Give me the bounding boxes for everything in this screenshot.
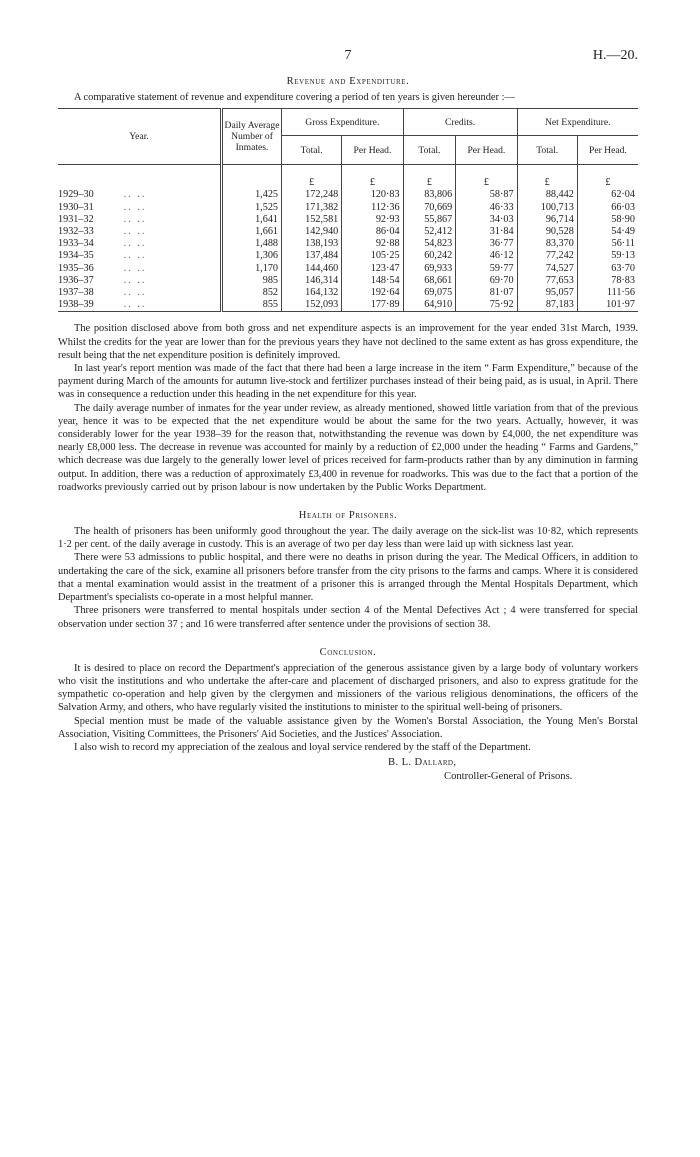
cell-net-perhead: 78·83: [577, 275, 638, 287]
health-heading: Health of Prisoners.: [298, 510, 398, 522]
cell-inmates: 985: [222, 275, 282, 287]
cell-gross-total: 152,093: [282, 299, 342, 312]
cell-net-total: 96,714: [517, 214, 577, 226]
signature-title: Controller-General of Prisons.: [444, 771, 573, 783]
cell-gross-total: 144,460: [282, 263, 342, 275]
revenue-table: [58, 108, 638, 312]
cell-net-total: 95,057: [517, 287, 577, 299]
cell-credits-perhead: 46·12: [456, 250, 517, 262]
health-paragraph: There were 53 admissions to public hospital, and there were no deaths in prison during the year. The Medical Officers, in addition to undertaking the care of the sick, examine all prisoners before transfer from the city prisons to the farms and camps. Where it is considered that a mental examination would assist in the treatment of a prisoner this is arranged through the Mental Hospitals Department, which Department's specialists co-operate in a most helpful manner.: [58, 552, 638, 604]
cell-net-perhead: 66·03: [577, 202, 638, 214]
cell-credits-perhead: 81·07: [456, 287, 517, 299]
leader-dots: .. ..: [123, 201, 147, 213]
year-label: 1931–32: [58, 213, 94, 225]
health-paragraph: The health of prisoners has been uniformly good throughout the year. The daily average on the sick-list was 10·82, which represents 1·2 per cent. of the daily average in custody. This is an average of two per day less than were laid up with sickness last year.: [58, 526, 638, 551]
cell-net-perhead: 63·70: [577, 263, 638, 275]
cell-credits-total: 69,933: [403, 263, 456, 275]
cell-credits-total: 68,661: [403, 275, 456, 287]
col-credits-group: Credits.: [403, 109, 517, 136]
cell-credits-perhead: 59·77: [456, 263, 517, 275]
col-net-total: Total.: [517, 136, 577, 165]
cell-inmates: 1,170: [222, 263, 282, 275]
cell-year: [58, 299, 222, 312]
table-row: [58, 189, 638, 201]
table-row: [58, 287, 638, 299]
leader-dots: .. ..: [123, 189, 147, 201]
col-inmates: Daily Average Number of Inmates.: [222, 109, 282, 165]
table-row: [58, 214, 638, 226]
cell-inmates: 1,488: [222, 238, 282, 250]
table-row: [58, 275, 638, 287]
cell-inmates: 1,661: [222, 226, 282, 238]
cell-year: [58, 214, 222, 226]
cell-year: [58, 275, 222, 287]
cell-credits-total: 70,669: [403, 202, 456, 214]
revenue-table-body: [58, 165, 638, 312]
currency-symbol: £: [403, 165, 456, 190]
cell-inmates: 1,525: [222, 202, 282, 214]
year-label: 1934–35: [58, 250, 94, 262]
cell-year: [58, 202, 222, 214]
conclusion-section: [58, 662, 638, 754]
cell-net-perhead: 62·04: [577, 189, 638, 201]
cell-inmates: 1,641: [222, 214, 282, 226]
cell-credits-perhead: 34·03: [456, 214, 517, 226]
cell-gross-perhead: 92·88: [342, 238, 403, 250]
cell-gross-perhead: 123·47: [342, 263, 403, 275]
cell-net-perhead: 54·49: [577, 226, 638, 238]
cell-credits-total: 60,242: [403, 250, 456, 262]
col-year: Year.: [58, 109, 222, 165]
cell-year: [58, 250, 222, 262]
signature-name: B. L. Dallard,: [388, 757, 457, 769]
cell-gross-perhead: 148·54: [342, 275, 403, 287]
document-reference: H.—20.: [592, 48, 638, 63]
cell-net-total: 77,242: [517, 250, 577, 262]
signature-block: [58, 756, 638, 784]
cell-year: [58, 226, 222, 238]
cell-net-perhead: 59·13: [577, 250, 638, 262]
revenue-discussion: [58, 322, 638, 494]
currency-symbol: £: [342, 165, 403, 190]
cell-gross-total: 146,314: [282, 275, 342, 287]
col-gross-perhead: Per Head.: [342, 136, 403, 165]
cell-gross-perhead: 105·25: [342, 250, 403, 262]
cell-net-total: 74,527: [517, 263, 577, 275]
cell-year: [58, 189, 222, 201]
page-number: 7: [344, 48, 352, 63]
leader-dots: .. ..: [123, 274, 147, 286]
cell-gross-total: 164,132: [282, 287, 342, 299]
cell-gross-perhead: 192·64: [342, 287, 403, 299]
conclusion-paragraph: It is desired to place on record the Department's appreciation of the generous assistance given by a large body of voluntary workers who visit the institutions and who undertake the after-care and placement of discharged prisoners, and also to express gratitude for the sympathetic co-operation and help given by the clergymen and missioners of the various religious denominations, the officers of the Salvation Army, and others, who have regularly visited the institutions to minister to the spiritual well-being of prisoners.: [58, 662, 638, 714]
cell-gross-perhead: 86·04: [342, 226, 403, 238]
revenue-paragraph: The position disclosed above from both gross and net expenditure aspects is an improvement for the year ended 31st March, 1939. Whilst the credits for the year are lower than for the previous years they have not declined to the same extent as has gross expenditure, the result being that the net expenditure position is definitely improved.: [58, 323, 638, 361]
leader-dots: .. ..: [123, 250, 147, 262]
currency-symbol: £: [517, 165, 577, 190]
col-gross-total: Total.: [282, 136, 342, 165]
cell-credits-perhead: 36·77: [456, 238, 517, 250]
cell-credits-perhead: 69·70: [456, 275, 517, 287]
cell-credits-total: 52,412: [403, 226, 456, 238]
cell-gross-perhead: 112·36: [342, 202, 403, 214]
cell-credits-perhead: 75·92: [456, 299, 517, 312]
cell-net-total: 88,442: [517, 189, 577, 201]
cell-net-perhead: 58·90: [577, 214, 638, 226]
cell-gross-total: 142,940: [282, 226, 342, 238]
document-page: [58, 48, 638, 784]
col-gross-group: Gross Expenditure.: [282, 109, 404, 136]
conclusion-paragraph: Special mention must be made of the valuable assistance given by the Women's Borstal Association, the Young Men's Borstal Association, Visiting Committees, the Prisoners' Aid Societies, and the Justices' Association.: [58, 715, 638, 740]
health-section: [58, 525, 638, 631]
cell-year: [58, 287, 222, 299]
health-paragraph: Three prisoners were transferred to mental hospitals under section 4 of the Mental Defectives Act ; 4 were transferred for special observation under section 37 ; and 16 were transferred after sentence under the provisions of section 38.: [58, 605, 638, 630]
table-row: [58, 263, 638, 275]
revenue-paragraph: In last year's report mention was made of the fact that there had been a large increase in the item “ Farm Expenditure,” because of the payment during March of the amounts for autumn live-stock and fertilizer purchases instead of their being paid, as is usual, in April. There was in consequence a reduction under this heading in the net expenditure for this year.: [58, 363, 638, 401]
leader-dots: .. ..: [123, 213, 147, 225]
cell-net-total: 77,653: [517, 275, 577, 287]
cell-net-total: 87,183: [517, 299, 577, 312]
conclusion-heading: Conclusion.: [319, 646, 377, 658]
leader-dots: .. ..: [123, 262, 147, 274]
cell-net-total: 90,528: [517, 226, 577, 238]
cell-credits-total: 69,075: [403, 287, 456, 299]
currency-symbol: £: [577, 165, 638, 190]
table-row: [58, 226, 638, 238]
cell-gross-total: 137,484: [282, 250, 342, 262]
cell-gross-total: 172,248: [282, 189, 342, 201]
cell-credits-total: 55,867: [403, 214, 456, 226]
leader-dots: .. ..: [123, 238, 147, 250]
cell-credits-total: 83,806: [403, 189, 456, 201]
cell-inmates: 855: [222, 299, 282, 312]
cell-credits-total: 64,910: [403, 299, 456, 312]
table-row: [58, 250, 638, 262]
year-label: 1932–33: [58, 226, 94, 238]
currency-symbol: £: [282, 165, 342, 190]
year-label: 1930–31: [58, 201, 94, 213]
col-credits-perhead: Per Head.: [456, 136, 517, 165]
currency-symbol: £: [456, 165, 517, 190]
cell-credits-perhead: 58·87: [456, 189, 517, 201]
table-row: [58, 202, 638, 214]
cell-net-perhead: 56·11: [577, 238, 638, 250]
cell-year: [58, 238, 222, 250]
cell-inmates: 852: [222, 287, 282, 299]
cell-net-perhead: 111·56: [577, 287, 638, 299]
cell-net-total: 83,370: [517, 238, 577, 250]
col-net-group: Net Expenditure.: [517, 109, 638, 136]
year-label: 1933–34: [58, 238, 94, 250]
currency-row: [58, 165, 638, 190]
revenue-paragraph: The daily average number of inmates for the year under review, as already mentioned, showed little variation from that of the previous year, hence it was to be expected that the net expenditure would be about the same for the two years. Actually, however, it was considerably lower for the year 1938–39 for the reason that, notwithstanding the revenue was down by £4,000, the net expenditure was nearly £8,000 less. The decrease in revenue was accounted for mainly by a reduction of £2,000 under the heading “ Farms and Gardens,” which decrease was due largely to the generally lower level of prices received for farm-products rather than by any diminution in farming output. In addition, there was a reduction of approximately £3,400 in revenue for roadworks. This was due to the fact that a portion of the roadworks previously carried out by prison labour is now undertaken by the Public Works Department.: [58, 402, 638, 493]
table-row: [58, 238, 638, 250]
cell-inmates: 1,425: [222, 189, 282, 201]
leader-dots: .. ..: [123, 299, 147, 311]
cell-credits-perhead: 46·33: [456, 202, 517, 214]
revenue-intro: A comparative statement of revenue and expenditure covering a period of ten years is given hereunder :—: [74, 92, 515, 103]
cell-net-perhead: 101·97: [577, 299, 638, 312]
col-net-perhead: Per Head.: [577, 136, 638, 165]
cell-net-total: 100,713: [517, 202, 577, 214]
year-label: 1936–37: [58, 274, 94, 286]
leader-dots: .. ..: [123, 226, 147, 238]
cell-inmates: 1,306: [222, 250, 282, 262]
revenue-heading: Revenue and Expenditure.: [286, 76, 410, 87]
cell-credits-total: 54,823: [403, 238, 456, 250]
cell-gross-total: 152,581: [282, 214, 342, 226]
conclusion-paragraph: I also wish to record my appreciation of the zealous and loyal service rendered by the staff of the Department.: [74, 741, 531, 753]
cell-credits-perhead: 31·84: [456, 226, 517, 238]
year-label: 1929–30: [58, 189, 94, 201]
leader-dots: .. ..: [123, 287, 147, 299]
cell-gross-total: 138,193: [282, 238, 342, 250]
year-label: 1935–36: [58, 262, 94, 274]
cell-gross-perhead: 92·93: [342, 214, 403, 226]
table-row: [58, 299, 638, 312]
cell-gross-perhead: 120·83: [342, 189, 403, 201]
cell-gross-total: 171,382: [282, 202, 342, 214]
year-label: 1937–38: [58, 287, 94, 299]
year-label: 1938–39: [58, 299, 94, 311]
cell-year: [58, 263, 222, 275]
cell-gross-perhead: 177·89: [342, 299, 403, 312]
page-header: [58, 48, 638, 70]
col-credits-total: Total.: [403, 136, 456, 165]
